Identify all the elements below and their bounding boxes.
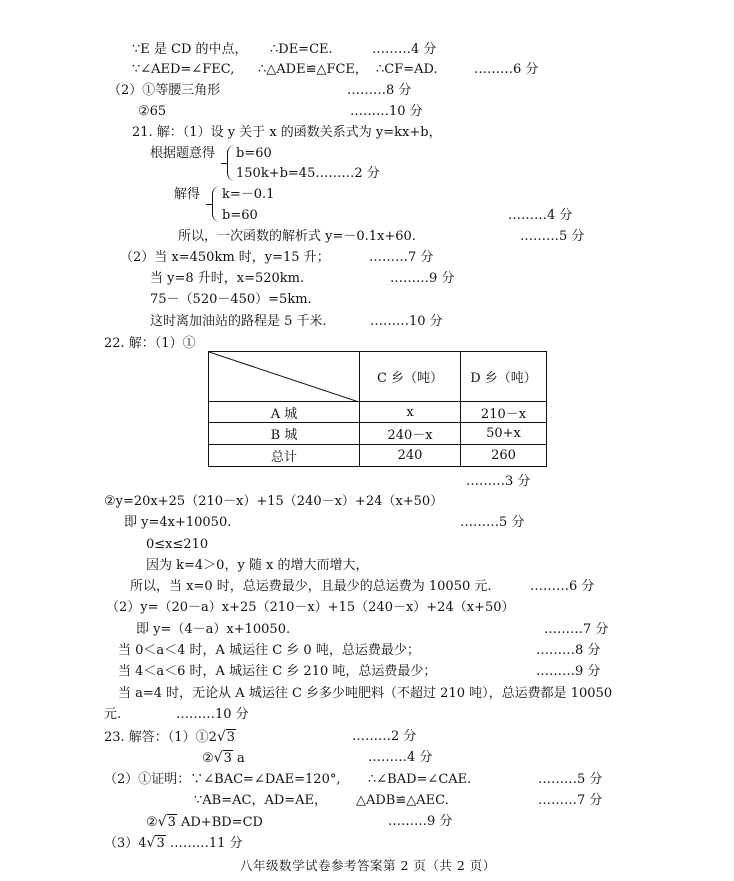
text-line: ∴△ADE≌△FCE， (258, 62, 368, 77)
text-line: 当 0＜a＜4 时，A 城运往 C 乡 0 吨，总运费最少； (118, 643, 420, 658)
score: ………3 分 (466, 474, 531, 489)
text-line: 所以，一次函数的解析式 y=－0.1x+60. (178, 229, 416, 244)
text: （3）4 (104, 836, 147, 851)
sqrt-expression: √3 (213, 750, 232, 766)
diagonal-line (209, 352, 359, 402)
text-line: 根据题意得 (150, 146, 216, 161)
score: ………10 分 (370, 314, 443, 329)
sqrt-expression: √3 (146, 835, 165, 851)
radicand: 3 (223, 751, 232, 766)
equation: b=60 (222, 208, 258, 223)
text-line: 解得 (174, 187, 201, 202)
text-line (104, 835, 243, 852)
text: ② (146, 815, 158, 830)
radicand: 3 (226, 730, 236, 745)
score: ………10 分 (350, 104, 423, 119)
text-line: ∴∠BAD=∠CAE. (368, 772, 472, 787)
score: ………5 分 (520, 229, 585, 244)
text-line: 0≤x≤210 (146, 537, 209, 552)
text-line: （2）当 x=450km 时，y=15 升； (120, 250, 330, 265)
score: ………5 分 (538, 772, 603, 787)
equation: b=60 (236, 146, 272, 161)
text-line: 元. (104, 707, 122, 722)
score: ………8 分 (347, 83, 412, 98)
score: ………7 分 (538, 793, 603, 808)
text: a (237, 751, 245, 766)
equation: k=－0.1 (222, 187, 275, 202)
text-line: （2）①等腰三角形 (108, 83, 221, 98)
sqrt-expression: √3 (157, 814, 176, 830)
page-footer: 八年级数学试卷参考答案第 2 页（共 2 页） (240, 858, 496, 873)
table-cell: x (360, 402, 461, 423)
text-line: 当 y=8 升时，x=520km. (150, 271, 305, 286)
text-line: （2）①证明：∵∠BAC=∠DAE=120°, (104, 772, 341, 787)
text-line: ∴CF=AD. (376, 62, 438, 77)
question-23 (104, 729, 236, 746)
equation: 150k+b=45………2 分 (236, 166, 380, 181)
text-line: （2）y=（20－a）x+25（210－x）+15（240－x）+24（x+50） (106, 600, 515, 615)
score: ………9 分 (390, 271, 455, 286)
score: ………4 分 (508, 208, 573, 223)
text-line: ∵E 是 CD 的中点， (132, 42, 248, 57)
text-line: △ADB≌△AEC. (356, 793, 449, 808)
table-header-d: D 乡（吨） (461, 352, 547, 402)
text-line: 所以，当 x=0 时，总运费最少，且最少的总运费为 10050 元. (130, 579, 492, 594)
sqrt-expression: √3 (216, 729, 236, 745)
transport-table (208, 351, 547, 467)
table-cell: 210－x (461, 402, 547, 423)
text-line: 即 y=（4－a）x+10050. (136, 622, 291, 637)
score: ………6 分 (530, 579, 595, 594)
table-row-label: A 城 (209, 402, 360, 423)
text-line: ∵∠AED=∠FEC, (132, 62, 235, 77)
table-cell: 260 (461, 445, 547, 467)
text-line: 即 y=4x+10050. (124, 515, 232, 530)
score: ………4 分 (372, 42, 437, 57)
score: ………2 分 (352, 729, 417, 744)
score: ………11 分 (169, 836, 243, 851)
table-cell: 50+x (461, 423, 547, 445)
text-line: 这时离加油站的路程是 5 千米. (150, 314, 327, 329)
table-cell: 240－x (360, 423, 461, 445)
score: ………7 分 (369, 250, 434, 265)
text-line: ②65 (138, 104, 167, 119)
text-line: 因为 k=4＞0，y 随 x 的增大而增大， (146, 558, 369, 573)
table-header-c: C 乡（吨） (360, 352, 461, 402)
text: AD+BD=CD (181, 815, 263, 830)
table-corner-cell (209, 352, 360, 402)
score: ………9 分 (536, 664, 601, 679)
score: ………7 分 (544, 622, 609, 637)
text: ② (202, 751, 214, 766)
radicand: 3 (156, 836, 165, 851)
text-line (146, 814, 263, 831)
text-line (202, 750, 245, 767)
question-21: 21. 解：（1）设 y 关于 x 的函数关系式为 y=kx+b， (132, 125, 442, 140)
text-line: 当 a=4 时，无论从 A 城运往 C 乡多少吨肥料（不超过 210 吨），总运费都是 10050 (118, 686, 613, 701)
text-line: 当 4＜a＜6 时，A 城运往 C 乡 210 吨，总运费最少； (118, 664, 437, 679)
text: 23. 解答：（1）①2 (104, 730, 217, 745)
table-row-label: B 城 (209, 423, 360, 445)
score: ………4 分 (368, 750, 433, 765)
text-line: 75－（520－450）=5km. (150, 292, 312, 307)
score: ………6 分 (474, 62, 539, 77)
score: ………8 分 (536, 643, 601, 658)
score: ………10 分 (176, 707, 249, 722)
text-line: ②y=20x+25（210－x）+15（240－x）+24（x+50） (104, 494, 444, 509)
question-22: 22. 解：（1）① (104, 336, 196, 351)
radicand: 3 (167, 815, 176, 830)
score: ………9 分 (388, 814, 453, 829)
table-cell: 240 (360, 445, 461, 467)
text-line: ∵AB=AC，AD=AE， (194, 793, 328, 808)
text-line: ∴DE=CE. (270, 42, 333, 57)
score: ………5 分 (460, 515, 525, 530)
table-row-label: 总计 (209, 445, 360, 467)
